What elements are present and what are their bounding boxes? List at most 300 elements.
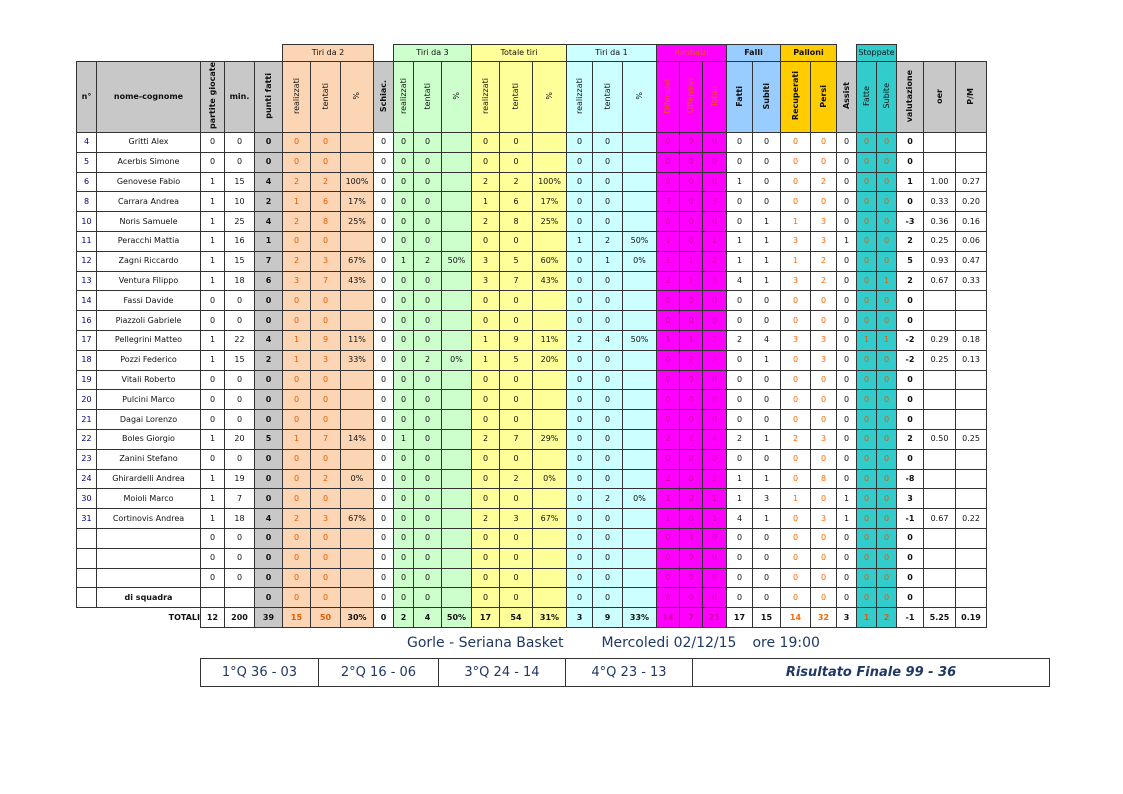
stat-cell: 2 [255, 350, 283, 370]
stat-cell: 31% [533, 608, 567, 628]
stat-cell: 1 [753, 509, 781, 529]
stat-cell [956, 528, 987, 548]
stat-cell: 0 [811, 528, 837, 548]
stat-cell: 4 [255, 509, 283, 529]
stat-cell: 0% [623, 489, 657, 509]
table-row [77, 330, 987, 350]
stat-cell: 0 [394, 469, 414, 489]
stat-cell [341, 548, 374, 568]
player-number [77, 528, 97, 548]
stat-cell: 0.27 [956, 172, 987, 192]
stat-cell [442, 330, 472, 350]
stat-cell: 1 [283, 350, 311, 370]
stat-cell: 20% [533, 350, 567, 370]
stat-cell [533, 311, 567, 331]
stat-cell: 0 [567, 509, 593, 529]
stat-cell: 0 [877, 410, 897, 430]
table-row [77, 469, 987, 489]
stat-cell: 67% [341, 509, 374, 529]
stat-cell [956, 152, 987, 172]
stat-cell: 0 [727, 192, 753, 212]
player-number [77, 568, 97, 588]
stat-cell: 2 [472, 172, 500, 192]
stat-cell: 0 [657, 568, 680, 588]
stat-cell: 0.25 [956, 429, 987, 449]
stat-cell: 0 [703, 133, 727, 153]
stat-cell: 7 [255, 251, 283, 271]
stat-cell: 3 [811, 330, 837, 350]
stat-cell [924, 291, 956, 311]
stat-cell: 0 [877, 311, 897, 331]
column-header [374, 62, 394, 133]
stat-cell [533, 489, 567, 509]
stat-cell: 0 [877, 350, 897, 370]
stat-cell: 0 [311, 133, 341, 153]
stat-cell [924, 133, 956, 153]
player-number [77, 588, 97, 608]
stat-cell: 0 [500, 133, 533, 153]
stat-cell [623, 509, 657, 529]
stat-cell [924, 568, 956, 588]
table-row [77, 528, 987, 548]
stat-cell: 0 [781, 370, 811, 390]
stat-cell: 2 [414, 350, 442, 370]
stat-cell: 33% [623, 608, 657, 628]
stat-cell: 1 [753, 469, 781, 489]
stat-cell: 11% [533, 330, 567, 350]
stat-cell: 0 [311, 291, 341, 311]
stat-cell: 0 [680, 410, 703, 430]
stat-cell [533, 528, 567, 548]
stat-cell: 0 [374, 192, 394, 212]
stat-cell: 0 [567, 489, 593, 509]
stat-cell: 0 [857, 509, 877, 529]
stat-cell: 0 [657, 528, 680, 548]
stat-cell: 0 [857, 489, 877, 509]
stat-cell: 0 [374, 133, 394, 153]
stat-cell [533, 449, 567, 469]
column-header [311, 62, 341, 133]
stat-cell: 1 [201, 172, 225, 192]
stat-cell: 0 [680, 133, 703, 153]
stat-cell: 0 [593, 390, 623, 410]
stat-cell: 0 [897, 311, 924, 331]
stat-cell: 1 [283, 192, 311, 212]
stat-cell: 0 [781, 192, 811, 212]
stat-cell [924, 390, 956, 410]
stat-cell: 0 [394, 588, 414, 608]
stat-cell: 2 [593, 489, 623, 509]
column-header-label: P/M [966, 87, 975, 105]
stat-cell: 0 [593, 192, 623, 212]
stat-cell: 15 [753, 608, 781, 628]
table-row [77, 152, 987, 172]
stat-cell: 0 [753, 528, 781, 548]
stat-cell: 0 [201, 291, 225, 311]
stat-cell: 0 [727, 568, 753, 588]
player-number: 6 [77, 172, 97, 192]
stat-cell: 0 [567, 350, 593, 370]
column-header-label: Fatti [734, 85, 744, 107]
stat-cell: 3 [472, 271, 500, 291]
stat-cell: 0 [837, 291, 857, 311]
stat-cell: 5.25 [924, 608, 956, 628]
table-row [77, 429, 987, 449]
stat-cell [956, 568, 987, 588]
stat-cell [924, 410, 956, 430]
group-rimbalzi: Rimbalzi [657, 45, 727, 62]
stat-cell [924, 489, 956, 509]
stat-cell: 9 [500, 330, 533, 350]
stat-cell: 0 [857, 192, 877, 212]
stat-cell: 0 [414, 311, 442, 331]
stat-cell: 0 [837, 271, 857, 291]
stat-cell: 0 [394, 509, 414, 529]
stat-cell: 0 [567, 152, 593, 172]
stat-cell: 0 [657, 449, 680, 469]
stat-cell: 0 [753, 152, 781, 172]
stat-cell: 0 [727, 212, 753, 232]
stat-cell: 3 [703, 192, 727, 212]
column-header [533, 62, 567, 133]
stat-cell: 0 [283, 568, 311, 588]
stat-cell: 0 [781, 390, 811, 410]
stat-cell: 0 [414, 172, 442, 192]
stat-cell: 2 [703, 330, 727, 350]
stat-cell [956, 370, 987, 390]
stat-cell: 2 [680, 429, 703, 449]
column-header [657, 62, 680, 133]
stat-cell: 1 [897, 172, 924, 192]
column-header-label: % [352, 92, 361, 100]
player-name: Cortinovis Andrea [97, 509, 201, 529]
stat-cell: 0 [857, 370, 877, 390]
stat-cell: 0 [394, 489, 414, 509]
stat-cell: 0% [442, 350, 472, 370]
stat-cell: 0 [225, 548, 255, 568]
stat-cell: 0 [753, 192, 781, 212]
stat-cell: 0 [877, 548, 897, 568]
stat-cell: 1 [394, 429, 414, 449]
stat-cell: 0.36 [924, 212, 956, 232]
table-row [77, 350, 987, 370]
stat-cell: 0 [394, 390, 414, 410]
stat-cell [956, 291, 987, 311]
stat-cell: 0 [283, 449, 311, 469]
column-header [703, 62, 727, 133]
stat-cell: 1 [201, 350, 225, 370]
stat-cell: 50% [623, 330, 657, 350]
match-date: Mercoledi 02/12/15 [601, 635, 737, 651]
group-tiri-da-1: Tiri da 1 [567, 45, 657, 62]
stat-cell [623, 172, 657, 192]
stat-cell: 0 [225, 528, 255, 548]
stat-cell: 1 [753, 350, 781, 370]
stat-cell: 7 [311, 271, 341, 291]
stat-cell: 0 [374, 330, 394, 350]
stat-cell: 0 [897, 291, 924, 311]
stat-cell: 3 [811, 212, 837, 232]
stat-cell: 0 [703, 548, 727, 568]
stat-cell: 0 [255, 133, 283, 153]
stat-cell [924, 311, 956, 331]
table-row [77, 509, 987, 529]
stat-cell: 0 [837, 429, 857, 449]
stat-cell: 0 [283, 489, 311, 509]
stat-cell: 0 [201, 311, 225, 331]
stat-cell: 0 [593, 291, 623, 311]
stat-cell [956, 449, 987, 469]
stat-cell [341, 291, 374, 311]
stat-cell: 0 [781, 291, 811, 311]
stat-cell: 3 [811, 509, 837, 529]
stat-cell: 14 [657, 608, 680, 628]
stat-cell: 0 [727, 390, 753, 410]
stat-cell: 0 [657, 350, 680, 370]
stat-cell: 0 [567, 271, 593, 291]
stat-cell: 0 [472, 291, 500, 311]
stat-cell: 0 [680, 231, 703, 251]
stat-cell: 0 [394, 568, 414, 588]
stat-cell: 0 [727, 548, 753, 568]
player-name: Pozzi Federico [97, 350, 201, 370]
stat-cell: 1 [201, 212, 225, 232]
column-header-label: tentati [511, 82, 520, 110]
stat-cell: 0 [472, 449, 500, 469]
stat-cell [956, 588, 987, 608]
stat-cell: 0 [500, 311, 533, 331]
stat-cell [341, 489, 374, 509]
stat-cell: 0 [857, 291, 877, 311]
player-name: Vitali Roberto [97, 370, 201, 390]
stat-cell: 0 [897, 528, 924, 548]
stat-cell: 5 [255, 429, 283, 449]
stat-cell: 3 [283, 271, 311, 291]
stat-cell: 1 [201, 271, 225, 291]
stat-cell [623, 548, 657, 568]
player-name: Acerbis Simone [97, 152, 201, 172]
stat-cell [924, 528, 956, 548]
stat-cell: 0 [593, 212, 623, 232]
player-name: Pellegrini Matteo [97, 330, 201, 350]
stat-cell: -2 [897, 330, 924, 350]
stat-cell: 0 [225, 291, 255, 311]
stat-cell: 1 [472, 192, 500, 212]
stat-cell: 2 [283, 251, 311, 271]
column-header: min. [225, 62, 255, 133]
stat-cell [341, 152, 374, 172]
stat-cell: 0 [811, 311, 837, 331]
stat-cell [533, 291, 567, 311]
stat-cell: 0.33 [956, 271, 987, 291]
stat-cell: 0 [593, 133, 623, 153]
player-number: 10 [77, 212, 97, 232]
stat-cell: 0 [414, 192, 442, 212]
stat-cell: 0 [472, 568, 500, 588]
stat-cell: 0 [414, 449, 442, 469]
stat-cell: 0 [837, 469, 857, 489]
stat-cell [623, 390, 657, 410]
stat-cell: 0 [255, 311, 283, 331]
player-name: TOTALI [168, 612, 200, 622]
stat-cell: 32 [811, 608, 837, 628]
stat-cell [442, 192, 472, 212]
column-header-label: punti fatti [263, 73, 273, 119]
stat-cell: 0 [374, 588, 394, 608]
stat-cell: 0 [837, 330, 857, 350]
stat-cell: 0 [201, 449, 225, 469]
column-header [283, 62, 311, 133]
stat-cell: 0 [414, 410, 442, 430]
stat-cell: 0 [727, 291, 753, 311]
player-name [97, 568, 201, 588]
column-header-label: realizzati [398, 77, 408, 115]
stat-cell [442, 449, 472, 469]
stat-cell: 0 [593, 548, 623, 568]
stat-cell: 0 [680, 172, 703, 192]
stat-cell [623, 212, 657, 232]
table-row [77, 231, 987, 251]
stat-cell: 0 [374, 429, 394, 449]
stat-cell [533, 568, 567, 588]
stat-cell: 2 [472, 429, 500, 449]
stat-cell [341, 568, 374, 588]
stat-cell: 0 [781, 172, 811, 192]
stat-cell: 15 [283, 608, 311, 628]
stat-cell: 4 [255, 172, 283, 192]
stat-cell [341, 410, 374, 430]
column-header-label: realizzati [480, 77, 490, 115]
stat-cell: 0 [255, 370, 283, 390]
player-number: 5 [77, 152, 97, 172]
stat-cell: 0 [897, 548, 924, 568]
match-info [407, 635, 858, 651]
stat-cell: 67% [533, 509, 567, 529]
stat-cell: 7 [500, 429, 533, 449]
table-row [77, 212, 987, 232]
stat-cell: 0 [394, 291, 414, 311]
stat-cell: -8 [897, 469, 924, 489]
stat-cell: 7 [225, 489, 255, 509]
stat-cell: 43% [533, 271, 567, 291]
player-name: Ventura Filippo [97, 271, 201, 291]
stat-cell: 0 [255, 291, 283, 311]
stat-cell: 3 [753, 489, 781, 509]
stat-cell: 0 [414, 370, 442, 390]
column-header [255, 62, 283, 133]
stat-cell: 1 [837, 489, 857, 509]
stat-cell: 1 [472, 350, 500, 370]
stat-cell: 8 [811, 469, 837, 489]
stat-cell: 0 [394, 370, 414, 390]
stat-cell: 0 [567, 548, 593, 568]
stat-cell: 0 [837, 370, 857, 390]
stat-cell: 0 [283, 548, 311, 568]
stat-cell: 0 [753, 311, 781, 331]
stat-cell: 3 [811, 350, 837, 370]
stat-cell: 0 [593, 311, 623, 331]
stat-cell: 0 [857, 172, 877, 192]
stat-cell: 0 [703, 588, 727, 608]
stat-cell: 0 [877, 212, 897, 232]
stat-cell: 0 [657, 548, 680, 568]
stat-cell [442, 133, 472, 153]
stat-cell: 0 [877, 568, 897, 588]
stat-cell: 15 [225, 172, 255, 192]
stat-cell: 0 [201, 548, 225, 568]
stat-cell: 3 [837, 608, 857, 628]
table-row [77, 192, 987, 212]
player-number: 14 [77, 291, 97, 311]
stat-cell: 0 [703, 449, 727, 469]
stat-cell: 1 [680, 251, 703, 271]
stat-cell: 0 [753, 410, 781, 430]
stat-cell: 0 [811, 410, 837, 430]
stat-cell: 0 [837, 410, 857, 430]
stat-cell: 20 [225, 429, 255, 449]
stat-cell: 1 [703, 509, 727, 529]
stat-cell: 1 [201, 231, 225, 251]
stat-cell: 1 [753, 429, 781, 449]
stat-cell: 2 [703, 251, 727, 271]
stat-cell [341, 528, 374, 548]
stat-cell: 0 [414, 152, 442, 172]
stat-cell: 0 [837, 172, 857, 192]
stat-cell: 1 [201, 489, 225, 509]
stat-cell: 0 [837, 449, 857, 469]
stat-cell: 1 [753, 231, 781, 251]
column-header [811, 62, 837, 133]
stat-cell: 0 [877, 469, 897, 489]
stat-cell: 0 [472, 231, 500, 251]
column-header-label: valutazione [905, 69, 914, 123]
stat-cell: 1 [727, 172, 753, 192]
stat-cell [341, 133, 374, 153]
column-header [781, 62, 811, 133]
table-row [77, 311, 987, 331]
stat-cell [442, 291, 472, 311]
player-number: 31 [77, 509, 97, 529]
stat-cell [956, 311, 987, 331]
stat-cell: 0 [680, 528, 703, 548]
stat-cell: 0.16 [956, 212, 987, 232]
stat-cell: 0 [857, 469, 877, 489]
stat-cell: 0 [283, 390, 311, 410]
stat-cell: 4 [593, 330, 623, 350]
stat-cell: 0 [414, 548, 442, 568]
stat-cell [956, 133, 987, 153]
stat-cell: 15 [225, 251, 255, 271]
stat-cell: 0 [837, 311, 857, 331]
stat-cell: 0 [897, 133, 924, 153]
stat-cell: 0 [703, 410, 727, 430]
stat-cell [341, 588, 374, 608]
stat-cell [225, 588, 255, 608]
stat-cell: 0 [811, 133, 837, 153]
stat-cell: 4 [727, 509, 753, 529]
stat-cell: 0.29 [924, 330, 956, 350]
stat-cell: 2 [500, 469, 533, 489]
stat-cell: 0 [374, 528, 394, 548]
stat-cell: 0 [877, 192, 897, 212]
stat-cell [924, 548, 956, 568]
stat-cell: 1 [472, 330, 500, 350]
stat-cell: 0 [593, 410, 623, 430]
stat-cell: 0 [781, 133, 811, 153]
stat-cell: 14% [341, 429, 374, 449]
player-name: Dagai Lorenzo [97, 410, 201, 430]
group-tiri-da-2: Tiri da 2 [283, 45, 374, 62]
